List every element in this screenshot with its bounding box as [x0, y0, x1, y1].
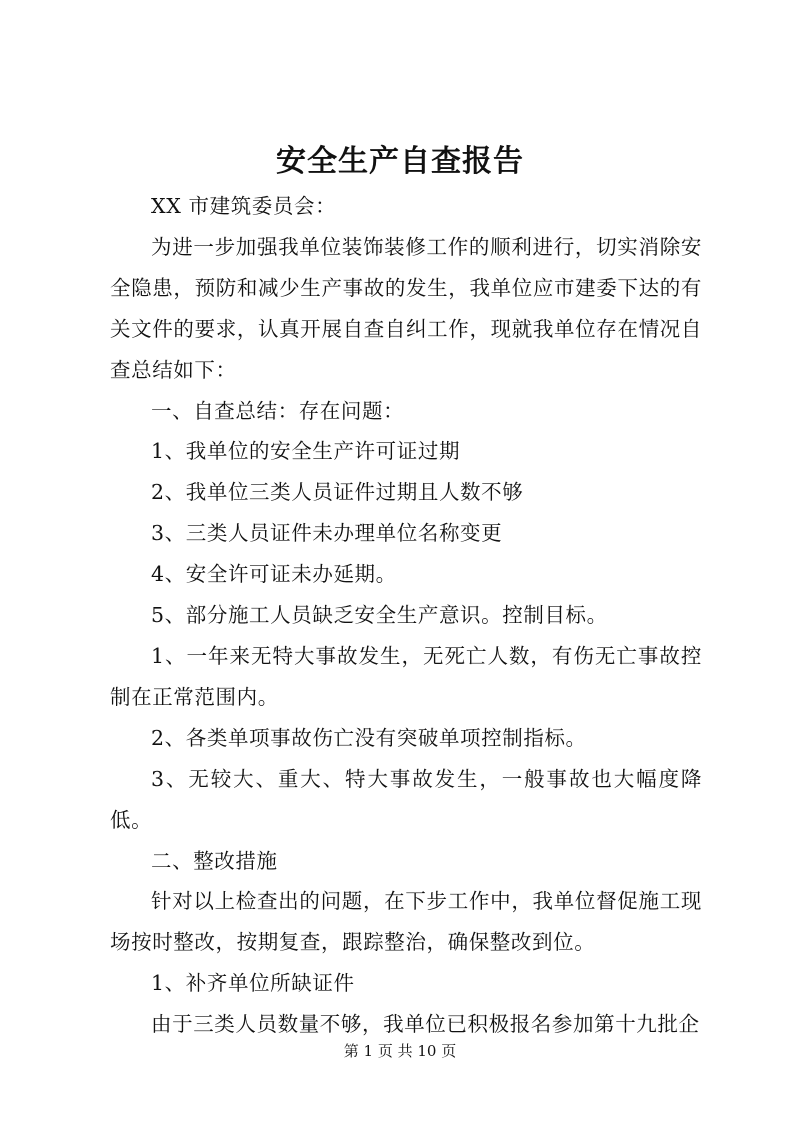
section-heading-rectification: 二、整改措施	[151, 848, 278, 873]
rectification-paragraph: 针对以上检查出的问题，在下步工作中，我单位督促施工现场按时整改，按期复查，跟踪整治，确保整改到位。	[110, 889, 702, 955]
document-title: 安全生产自查报告	[276, 144, 524, 179]
list-item: 3、三类人员证件未办理单位名称变更	[151, 521, 503, 546]
page-number-footer: 第 1 页 共 10 页	[343, 1042, 457, 1060]
list-item: 1、补齐单位所缺证件	[151, 971, 355, 996]
list-item: 2、各类单项事故伤亡没有突破单项控制指标。	[151, 725, 587, 750]
salutation: XX 市建筑委员会：	[151, 194, 337, 218]
list-item: 4、安全许可证未办延期。	[151, 562, 397, 587]
document-body	[110, 186, 702, 1045]
list-item: 1、我单位的安全生产许可证过期	[151, 439, 461, 464]
section-heading-self-check: 一、自查总结：存在问题：	[151, 398, 405, 423]
body-paragraph: 由于三类人员数量不够，我单位已积极报名参加第十九批企	[151, 1012, 700, 1037]
list-item: 1、一年来无特大事故发生，无死亡人数，有伤无亡事故控制在正常范围内。	[110, 643, 702, 709]
list-item: 2、我单位三类人员证件过期且人数不够	[151, 480, 524, 505]
intro-paragraph: 为进一步加强我单位装饰装修工作的顺利进行，切实消除安全隐患，预防和减少生产事故的发生，我单位应市建委下达的有关文件的要求，认真开展自查自纠工作，现就我单位存在情况自查总结如下：	[110, 234, 702, 382]
list-item: 3、无较大、重大、特大事故发生，一般事故也大幅度降低。	[110, 766, 702, 832]
list-item: 5、部分施工人员缺乏安全生产意识。控制目标。	[151, 603, 608, 628]
